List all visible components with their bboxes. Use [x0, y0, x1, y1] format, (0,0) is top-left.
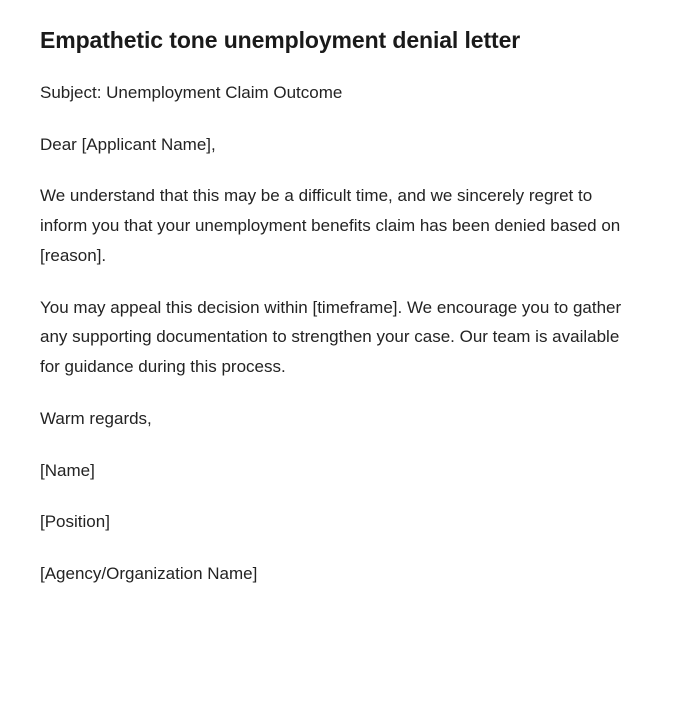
letter-salutation: Dear [Applicant Name],	[40, 134, 216, 154]
letter-body-paragraph-1: We understand that this may be a difficult time, and we sincerely regret to inform you that your unemployment benefits claim has been denied based on [reason].	[40, 186, 621, 265]
letter-signature-organization: [Agency/Organization Name]	[40, 564, 258, 584]
letter-signature-position: [Position]	[40, 512, 110, 532]
letter-body-paragraph-2: You may appeal this decision within [timeframe]. We encourage you to gather any supporting documentation to strengthen your case. Our team is available for guidance during this process.	[40, 297, 622, 377]
page-title: Empathetic tone unemployment denial letter	[40, 27, 521, 53]
letter-closing: Warm regards,	[40, 408, 152, 428]
letter-subject-line: Subject: Unemployment Claim Outcome	[40, 82, 343, 102]
letter-signature-name: [Name]	[40, 460, 95, 480]
